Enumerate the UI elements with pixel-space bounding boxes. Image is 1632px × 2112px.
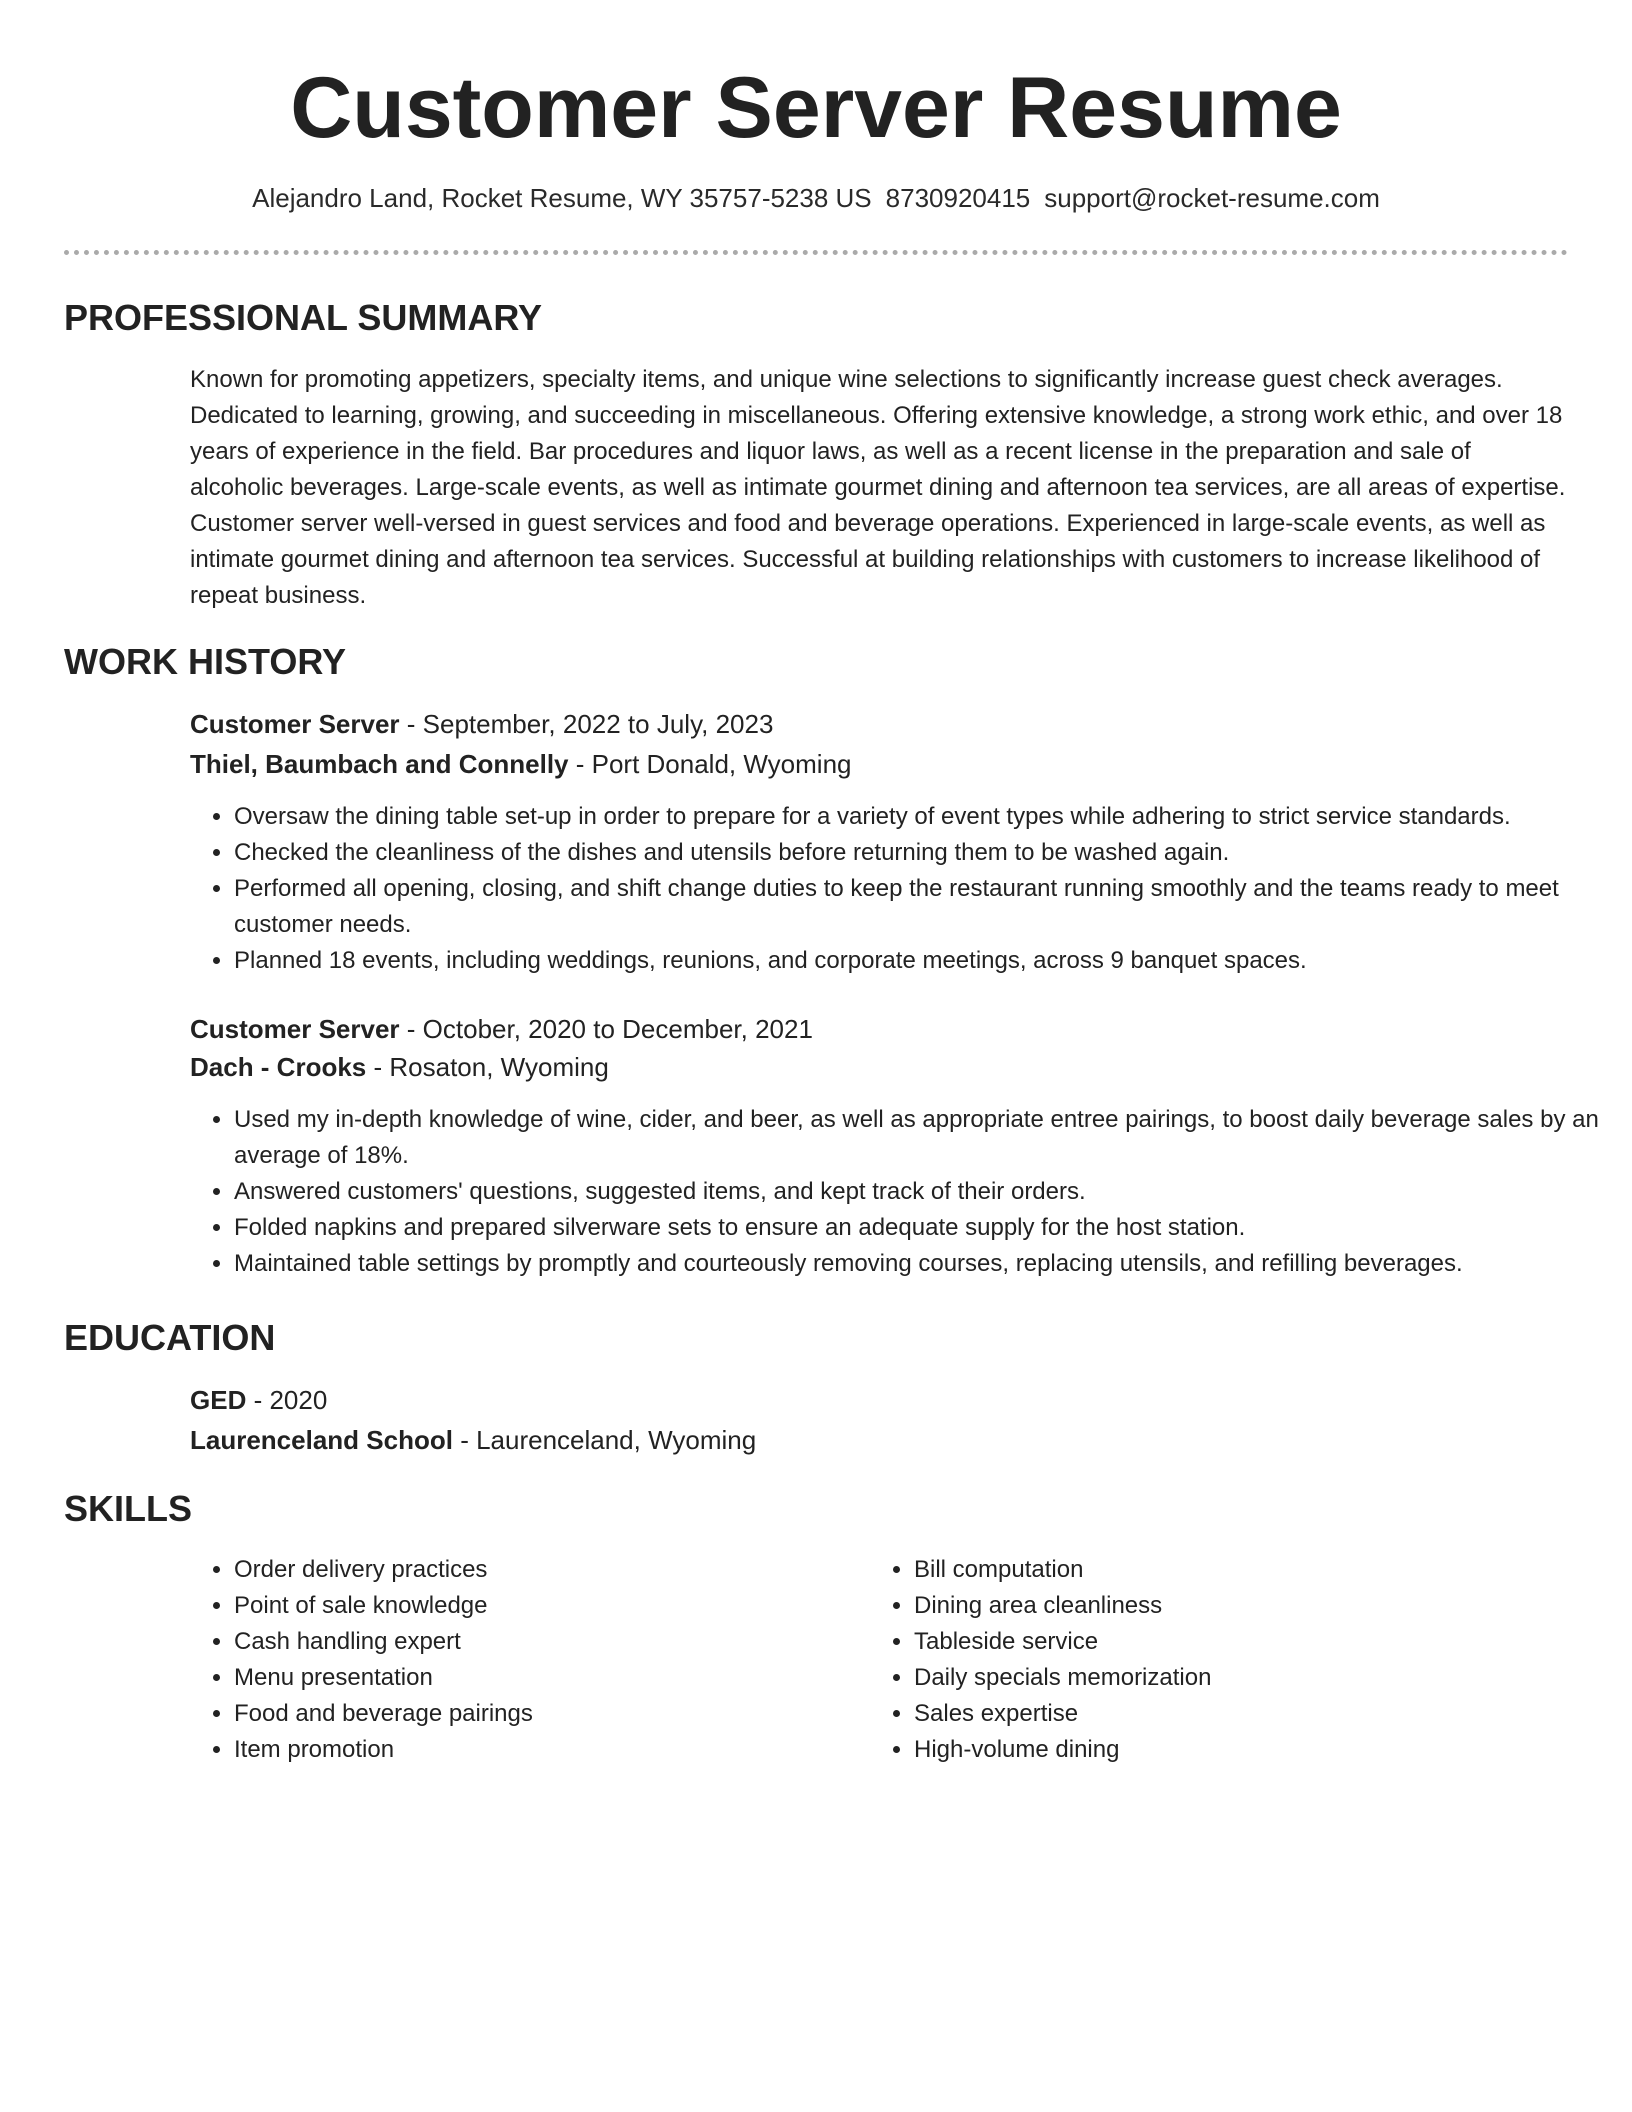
- job-1-location: - Port Donald, Wyoming: [575, 749, 852, 779]
- skills-list-right: [870, 1552, 1534, 1768]
- education-heading: EDUCATION: [64, 1317, 276, 1358]
- skill-item: • Point of sale knowledge: [234, 1588, 854, 1624]
- skill-item: • Food and beverage pairings: [234, 1696, 854, 1732]
- resume-title: Customer Server Resume: [290, 60, 1342, 156]
- summary-text: Known for promoting appetizers, specialty items, and unique wine selections to significantly increase guest check averages. Dedicated to learning, growing, and succeeding in miscellaneous. Offering extensive knowledge, a strong work ethic, and over 18 years of experience in the field. Bar procedures and liquor laws, as well as a recent license in the preparation and sale of alcoholic beverages. Large-scale events, as well as intimate gourmet dining and afternoon tea services, are all areas of expertise. Customer server well-versed in guest services and food and beverage operations. Experienced in large-scale events, as well as intimate gourmet dining and afternoon tea services. Successful at building relationships with customers to increase likelihood of repeat business.: [190, 366, 1566, 609]
- skills-list-left: [190, 1552, 854, 1768]
- job-2-bullet: • Folded napkins and prepared silverware sets to ensure an adequate supply for the host station.: [234, 1210, 1618, 1246]
- job-1-bullets: [190, 799, 1618, 979]
- skill-item: • Cash handling expert: [234, 1624, 854, 1660]
- skill-item: • Bill computation: [914, 1552, 1534, 1588]
- header-divider: [64, 250, 1568, 255]
- job-2-company-line: [190, 1048, 1570, 1086]
- skill-item: • Item promotion: [234, 1732, 854, 1768]
- job-1-company-line: [190, 745, 1570, 783]
- skill-item: • Menu presentation: [234, 1660, 854, 1696]
- job-1-company: Thiel, Baumbach and Connelly: [190, 749, 569, 779]
- education-location: - Laurenceland, Wyoming: [460, 1425, 757, 1455]
- job-2-bullet: • Maintained table settings by promptly and courteously removing courses, replacing utensils, and refilling beverages.: [234, 1246, 1618, 1282]
- education-year: - 2020: [253, 1385, 328, 1415]
- job-2-dates: - October, 2020 to December, 2021: [406, 1014, 813, 1044]
- job-1-bullet: • Performed all opening, closing, and shift change duties to keep the restaurant running smoothly and the teams ready to meet customer needs.: [234, 871, 1618, 943]
- summary-heading: PROFESSIONAL SUMMARY: [64, 297, 543, 338]
- skill-item: • Daily specials memorization: [914, 1660, 1534, 1696]
- job-2-title: Customer Server: [190, 1014, 400, 1044]
- job-1-bullet: • Oversaw the dining table set-up in order to prepare for a variety of event types while adhering to strict service standards.: [234, 799, 1618, 835]
- job-2-bullet: • Answered customers' questions, suggested items, and kept track of their orders.: [234, 1174, 1618, 1210]
- contact-phone: 8730920415: [885, 183, 1031, 213]
- skill-item: • Tableside service: [914, 1624, 1534, 1660]
- skill-item: • Dining area cleanliness: [914, 1588, 1534, 1624]
- job-2-location: - Rosaton, Wyoming: [373, 1052, 609, 1082]
- education-school: Laurenceland School: [190, 1425, 453, 1455]
- job-2-bullets: [190, 1102, 1618, 1282]
- skill-item: • Sales expertise: [914, 1696, 1534, 1732]
- contact-email: support@rocket-resume.com: [1044, 183, 1380, 213]
- skills-heading: SKILLS: [64, 1488, 193, 1529]
- education-degree-line: [190, 1381, 1570, 1419]
- job-1-bullet: • Planned 18 events, including weddings, reunions, and corporate meetings, across 9 banquet spaces.: [234, 943, 1618, 979]
- contact-line: [0, 181, 1632, 215]
- job-1-bullet: • Checked the cleanliness of the dishes and utensils before returning them to be washed again.: [234, 835, 1618, 871]
- job-2-bullet: • Used my in-depth knowledge of wine, cider, and beer, as well as appropriate entree pairings, to boost daily beverage sales by an average of 18%.: [234, 1102, 1618, 1174]
- job-2-title-line: [190, 1010, 1570, 1048]
- skill-item: • High-volume dining: [914, 1732, 1534, 1768]
- education-degree: GED: [190, 1385, 247, 1415]
- job-2-company: Dach - Crooks: [190, 1052, 367, 1082]
- contact-address: Alejandro Land, Rocket Resume, WY 35757-5238 US: [252, 183, 872, 213]
- job-1-title-line: [190, 705, 1570, 743]
- job-1-title: Customer Server: [190, 709, 400, 739]
- education-school-line: [190, 1421, 1570, 1459]
- job-1-dates: - September, 2022 to July, 2023: [406, 709, 774, 739]
- work-history-heading: WORK HISTORY: [64, 641, 347, 682]
- skill-item: • Order delivery practices: [234, 1552, 854, 1588]
